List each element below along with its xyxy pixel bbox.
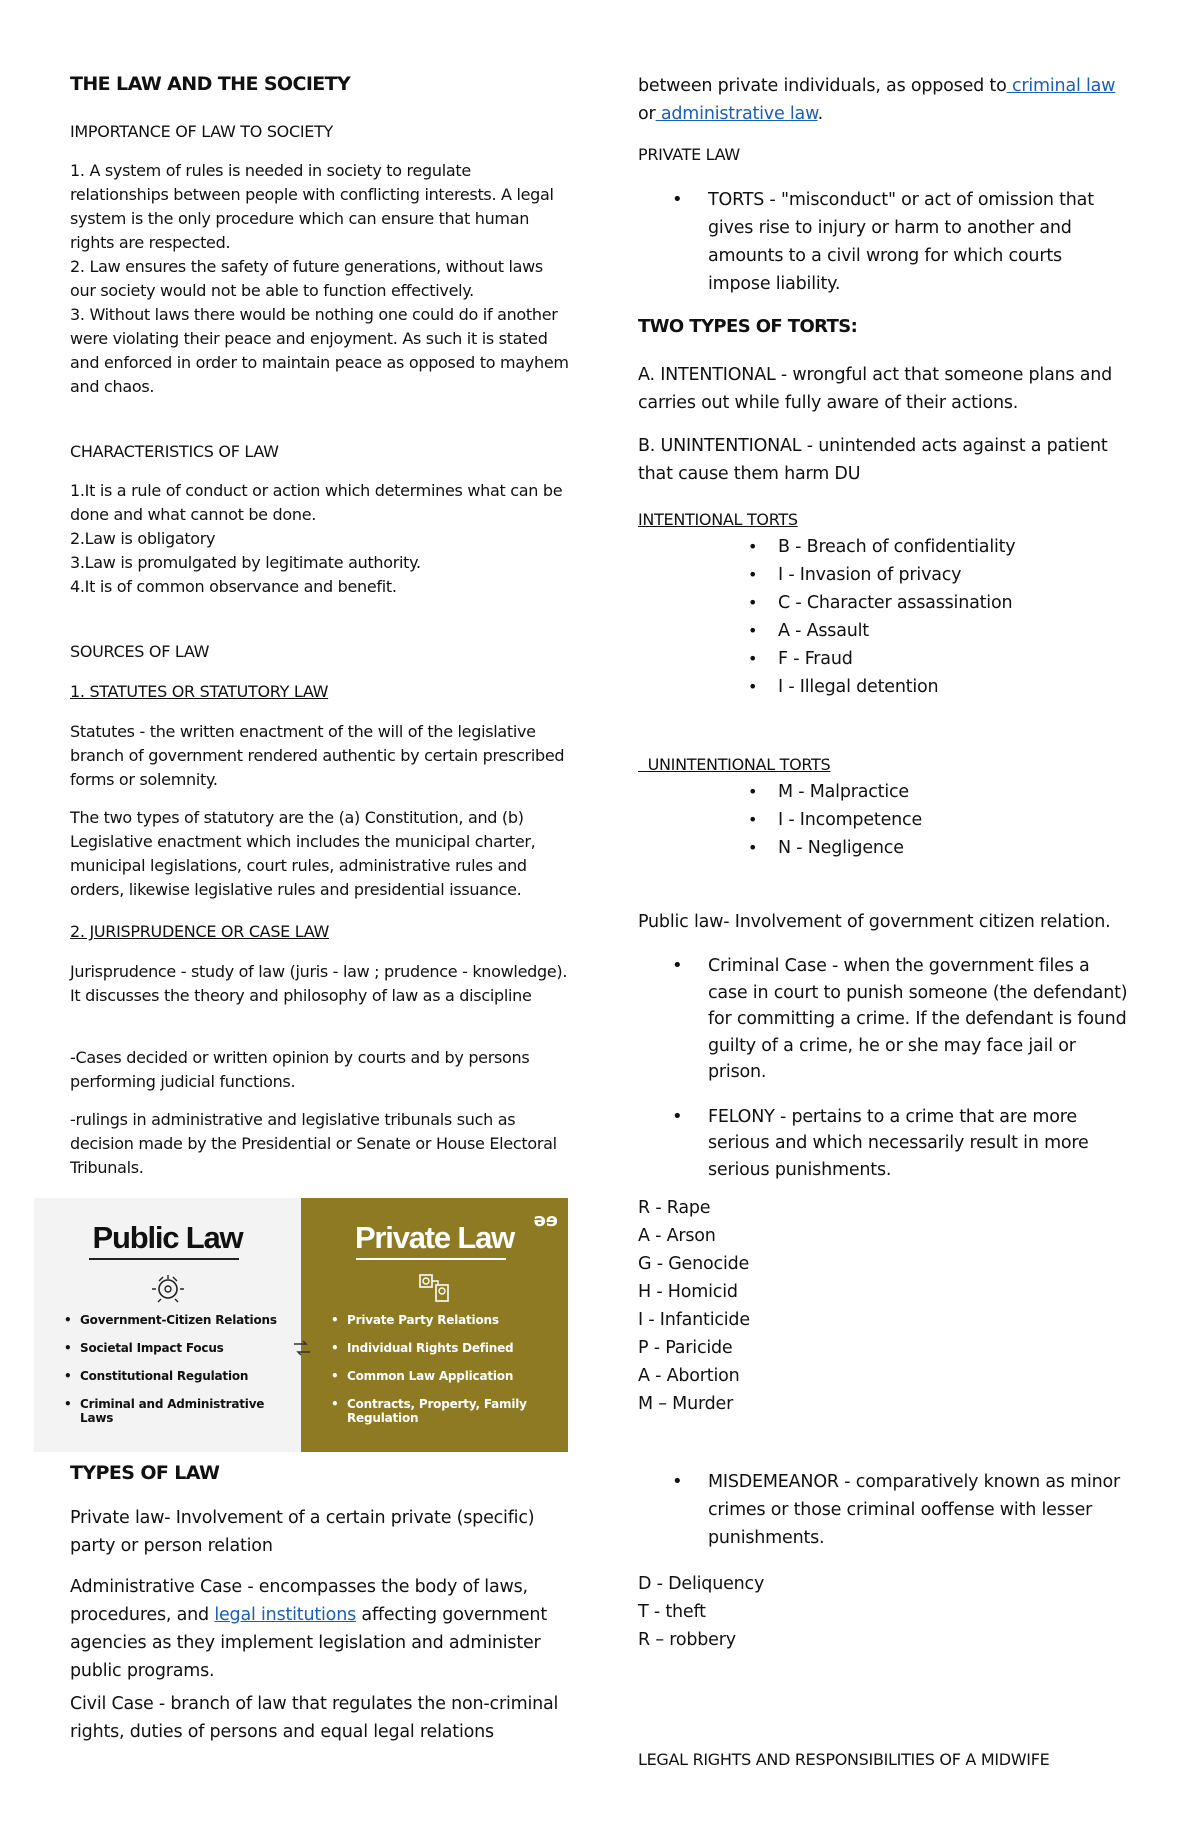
- importance-heading: IMPORTANCE OF LAW TO SOCIETY: [70, 122, 334, 141]
- midwife-heading: LEGAL RIGHTS AND RESPONSIBILITIES OF A MIDWIFE: [638, 1750, 1050, 1769]
- felony-item: R - Rape: [638, 1198, 711, 1218]
- administrative-law-link[interactable]: administrative law: [655, 104, 818, 124]
- public-law-item: • Societal Impact Focus: [64, 1341, 284, 1355]
- intentional-definition: A. INTENTIONAL - wrongful act that someone plans and carries out while fully aware of their actions.: [638, 365, 1113, 413]
- misdemeanor-acronym-item: R – robbery: [638, 1630, 736, 1650]
- private-law-panel: [301, 1198, 568, 1452]
- unintentional-definition: B. UNINTENTIONAL - unintended acts against a patient that cause them harm DU: [638, 436, 1108, 484]
- felony-item: H - Homicid: [638, 1282, 738, 1302]
- public-law-item: • Government-Citizen Relations: [64, 1313, 284, 1327]
- unintentional-tort-item: • N - Negligence: [778, 834, 1138, 862]
- torts-list: [708, 186, 1128, 298]
- public-law-item: • Constitutional Regulation: [64, 1369, 284, 1383]
- unintentional-tort-item: • I - Incompetence: [778, 806, 1138, 834]
- public-law-item: • Criminal and Administrative Laws: [64, 1397, 284, 1425]
- law-comparison-infographic: [34, 1198, 568, 1452]
- two-types-heading: TWO TYPES OF TORTS:: [638, 316, 858, 337]
- unintentional-tort-item: • M - Malpractice: [778, 778, 1138, 806]
- brand-logo: əɘ: [533, 1210, 558, 1231]
- public-law-panel: [34, 1198, 301, 1452]
- private-law-item: • Contracts, Property, Family Regulation: [331, 1397, 551, 1425]
- government-icon: [151, 1273, 185, 1307]
- misdemeanor-item: • MISDEMEANOR - comparatively known as minor crimes or those criminal ooffense with lesser punishments.: [708, 1468, 1128, 1552]
- felony-item: P - Paricide: [638, 1338, 733, 1358]
- felony-item: • FELONY - pertains to a crime that are more serious and which necessarily result in more serious punishments.: [708, 1104, 1128, 1184]
- divider: [356, 1258, 506, 1260]
- unintentional-torts-heading: UNINTENTIONAL TORTS: [638, 755, 831, 774]
- importance-item: 1. A system of rules is needed in society to regulate relationships between people with conflicting interests. A legal system is the only procedure which can ensure that human rights are respected.: [70, 161, 554, 252]
- private-law-item: • Private Party Relations: [331, 1313, 551, 1327]
- importance-item: 3. Without laws there would be nothing one could do if another were violating their peace and enjoyment. As such it is stated and enforced in order to maintain peace as opposed to mayhem and chaos.: [70, 305, 569, 396]
- torts-definition: • TORTS - "misconduct" or act of omission that gives rise to injury or harm to another and amounts to a civil wrong for which courts impose liability.: [708, 186, 1128, 298]
- intentional-tort-item: • C - Character assassination: [778, 589, 1138, 617]
- private-law-item: • Common Law Application: [331, 1369, 551, 1383]
- private-law-text: Private law- Involvement of a certain private (specific) party or person relation: [70, 1508, 535, 1556]
- felony-item: A - Abortion: [638, 1366, 740, 1386]
- intentional-tort-item: • F - Fraud: [778, 645, 1138, 673]
- misdemeanor-acronym-list: [638, 1570, 1138, 1654]
- statutes-definition: Statutes - the written enactment of the will of the legislative branch of government rendered authentic by certain prescribed forms or solemnity.: [70, 722, 565, 789]
- characteristic-item: 3.Law is promulgated by legitimate authority.: [70, 553, 421, 572]
- intentional-torts-heading: INTENTIONAL TORTS: [638, 510, 798, 529]
- felony-item: G - Genocide: [638, 1254, 750, 1274]
- public-law-cases: [708, 953, 1128, 1183]
- administrative-case-text: Administrative Case - encompasses the body of laws, procedures, and legal institutions affecting government agencies as they implement legislation and administer public programs.: [70, 1577, 547, 1681]
- felony-item: A - Arson: [638, 1226, 716, 1246]
- private-law-items: [331, 1313, 551, 1439]
- misdemeanor-list: [708, 1468, 1128, 1552]
- intentional-tort-item: • A - Assault: [778, 617, 1138, 645]
- felony-item: I - Infanticide: [638, 1310, 750, 1330]
- jurisprudence-rulings: -rulings in administrative and legislative tribunals such as decision made by the Presidential or Senate or House Electoral Tribunals.: [70, 1110, 557, 1177]
- characteristics-list: [70, 479, 570, 599]
- characteristic-item: 1.It is a rule of conduct or action which determines what can be done and what cannot be done.: [70, 481, 563, 524]
- criminal-law-link[interactable]: criminal law: [1006, 76, 1116, 96]
- private-law-item: • Individual Rights Defined: [331, 1341, 551, 1355]
- legal-institutions-link[interactable]: legal institutions: [214, 1605, 357, 1625]
- sources-heading: SOURCES OF LAW: [70, 642, 210, 661]
- characteristic-item: 4.It is of common observance and benefit.: [70, 577, 397, 596]
- public-law-items: [64, 1313, 284, 1439]
- jurisprudence-heading: 2. JURISPRUDENCE OR CASE LAW: [70, 922, 330, 941]
- page-title: THE LAW AND THE SOCIETY: [70, 73, 351, 95]
- intentional-tort-item: • I - Illegal detention: [778, 673, 1138, 701]
- compare-arrow-icon: [292, 1340, 312, 1360]
- private-law-title: Private Law: [354, 1220, 515, 1255]
- jurisprudence-cases: -Cases decided or written opinion by courts and by persons performing judicial functions.: [70, 1048, 530, 1091]
- statutes-types: The two types of statutory are the (a) Constitution, and (b) Legislative enactment which includes the municipal charter, municipal legislations, court rules, administrative rules and orders, likewise legislative rules and presidential issuance.: [70, 808, 536, 899]
- felony-acronym-list: [638, 1194, 1138, 1418]
- intentional-torts-list: [778, 533, 1138, 701]
- criminal-case-item: • Criminal Case - when the government files a case in court to punish someone (the defendant) for committing a crime. If the defendant is found guilty of a crime, he or she may face jail or prison.: [708, 953, 1128, 1086]
- people-icon: [418, 1273, 452, 1309]
- types-of-law-heading: TYPES OF LAW: [70, 1462, 220, 1484]
- intentional-tort-item: • I - Invasion of privacy: [778, 561, 1138, 589]
- civil-case-text: Civil Case - branch of law that regulates the non-criminal rights, duties of persons and equal legal relations: [70, 1694, 559, 1742]
- misdemeanor-acronym-item: T - theft: [638, 1602, 706, 1622]
- intentional-tort-item: • B - Breach of confidentiality: [778, 533, 1138, 561]
- characteristic-item: 2.Law is obligatory: [70, 529, 216, 548]
- importance-item: 2. Law ensures the safety of future generations, without laws our society would not be able to function effectively.: [70, 257, 543, 300]
- public-law-title: Public Law: [92, 1220, 243, 1255]
- jurisprudence-definition: Jurisprudence - study of law (juris - law ; prudence - knowledge). It discusses the theory and philosophy of law as a discipline: [70, 962, 568, 1005]
- public-law-text: Public law- Involvement of government citizen relation.: [638, 912, 1111, 932]
- divider: [89, 1258, 239, 1260]
- importance-list: [70, 159, 570, 399]
- unintentional-torts-list: [778, 778, 1138, 862]
- felony-item: M – Murder: [638, 1394, 734, 1414]
- misdemeanor-acronym-item: D - Deliquency: [638, 1574, 765, 1594]
- statutes-heading: 1. STATUTES OR STATUTORY LAW: [70, 682, 329, 701]
- private-law-continuation: between private individuals, as opposed to criminal law or administrative law.: [638, 76, 1116, 124]
- characteristics-heading: CHARACTERISTICS OF LAW: [70, 442, 279, 461]
- private-law-heading: PRIVATE LAW: [638, 145, 740, 164]
